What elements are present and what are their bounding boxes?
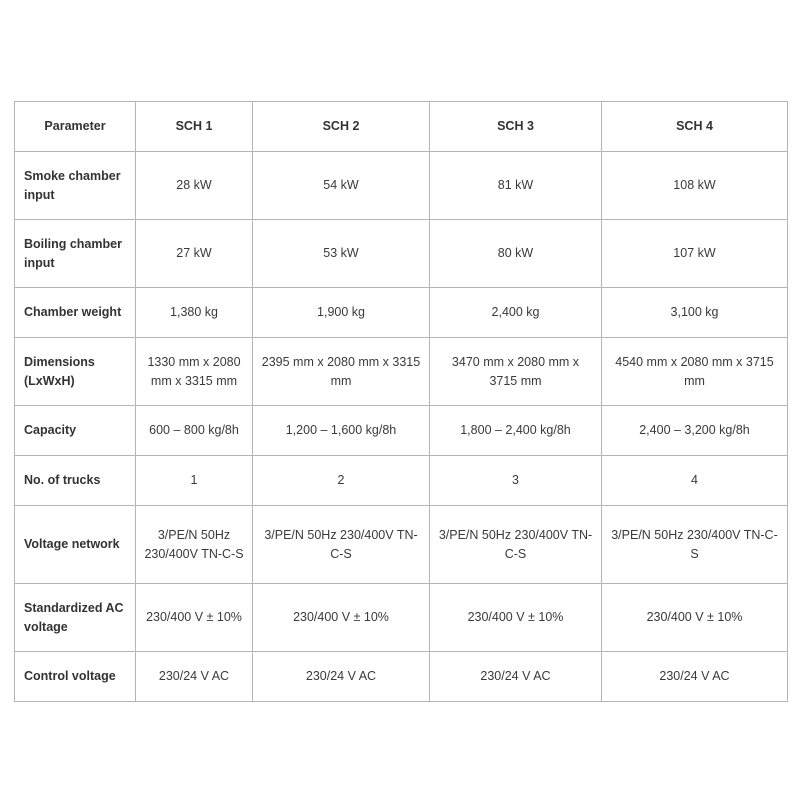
- row-parameter-label: Control voltage: [15, 652, 136, 702]
- row-parameter-label: Smoke chamber input: [15, 152, 136, 220]
- table-cell: 230/24 V AC: [430, 652, 602, 702]
- table-cell: 1: [136, 456, 253, 506]
- table-cell: 230/24 V AC: [136, 652, 253, 702]
- table-cell: 1,200 – 1,600 kg/8h: [253, 406, 430, 456]
- table-cell: 1,900 kg: [253, 288, 430, 338]
- table-cell: 2395 mm x 2080 mm x 3315 mm: [253, 338, 430, 406]
- row-parameter-label: Voltage network: [15, 506, 136, 584]
- table-header-row: [15, 102, 788, 152]
- table-row: [15, 456, 788, 506]
- specifications-table: [14, 101, 788, 702]
- table-row: [15, 584, 788, 652]
- row-parameter-label: Boiling chamber input: [15, 220, 136, 288]
- row-parameter-label: Chamber weight: [15, 288, 136, 338]
- table-cell: 230/400 V ± 10%: [602, 584, 788, 652]
- table-cell: 53 kW: [253, 220, 430, 288]
- table-cell: 4: [602, 456, 788, 506]
- table-cell: 54 kW: [253, 152, 430, 220]
- table-row: [15, 220, 788, 288]
- table-cell: 108 kW: [602, 152, 788, 220]
- table-row: [15, 406, 788, 456]
- table-row: [15, 506, 788, 584]
- table-cell: 230/400 V ± 10%: [430, 584, 602, 652]
- table-row: [15, 288, 788, 338]
- header-sch1: SCH 1: [136, 102, 253, 152]
- table-cell: 28 kW: [136, 152, 253, 220]
- table-cell: 4540 mm x 2080 mm x 3715 mm: [602, 338, 788, 406]
- table-cell: 2: [253, 456, 430, 506]
- table-cell: 81 kW: [430, 152, 602, 220]
- header-sch2: SCH 2: [253, 102, 430, 152]
- table-cell: 3/PE/N 50Hz 230/400V TN-C-S: [602, 506, 788, 584]
- header-sch3: SCH 3: [430, 102, 602, 152]
- table-cell: 230/400 V ± 10%: [253, 584, 430, 652]
- table-cell: 2,400 kg: [430, 288, 602, 338]
- row-parameter-label: Dimensions (LxWxH): [15, 338, 136, 406]
- table-cell: 230/400 V ± 10%: [136, 584, 253, 652]
- table-cell: 3,100 kg: [602, 288, 788, 338]
- table-cell: 3: [430, 456, 602, 506]
- row-parameter-label: Capacity: [15, 406, 136, 456]
- table-cell: 1,800 – 2,400 kg/8h: [430, 406, 602, 456]
- table-cell: 230/24 V AC: [253, 652, 430, 702]
- table-cell: 1,380 kg: [136, 288, 253, 338]
- table-row: [15, 338, 788, 406]
- table-cell: 230/24 V AC: [602, 652, 788, 702]
- header-sch4: SCH 4: [602, 102, 788, 152]
- table-cell: 600 – 800 kg/8h: [136, 406, 253, 456]
- row-parameter-label: Standardized AC voltage: [15, 584, 136, 652]
- table-cell: 80 kW: [430, 220, 602, 288]
- header-parameter: Parameter: [15, 102, 136, 152]
- table-cell: 107 kW: [602, 220, 788, 288]
- table-row: [15, 152, 788, 220]
- table-cell: 3/PE/N 50Hz 230/400V TN-C-S: [136, 506, 253, 584]
- table-cell: 2,400 – 3,200 kg/8h: [602, 406, 788, 456]
- table-cell: 1330 mm x 2080 mm x 3315 mm: [136, 338, 253, 406]
- table-cell: 3/PE/N 50Hz 230/400V TN-C-S: [253, 506, 430, 584]
- row-parameter-label: No. of trucks: [15, 456, 136, 506]
- table-row: [15, 652, 788, 702]
- table-cell: 3470 mm x 2080 mm x 3715 mm: [430, 338, 602, 406]
- table-cell: 27 kW: [136, 220, 253, 288]
- table-cell: 3/PE/N 50Hz 230/400V TN-C-S: [430, 506, 602, 584]
